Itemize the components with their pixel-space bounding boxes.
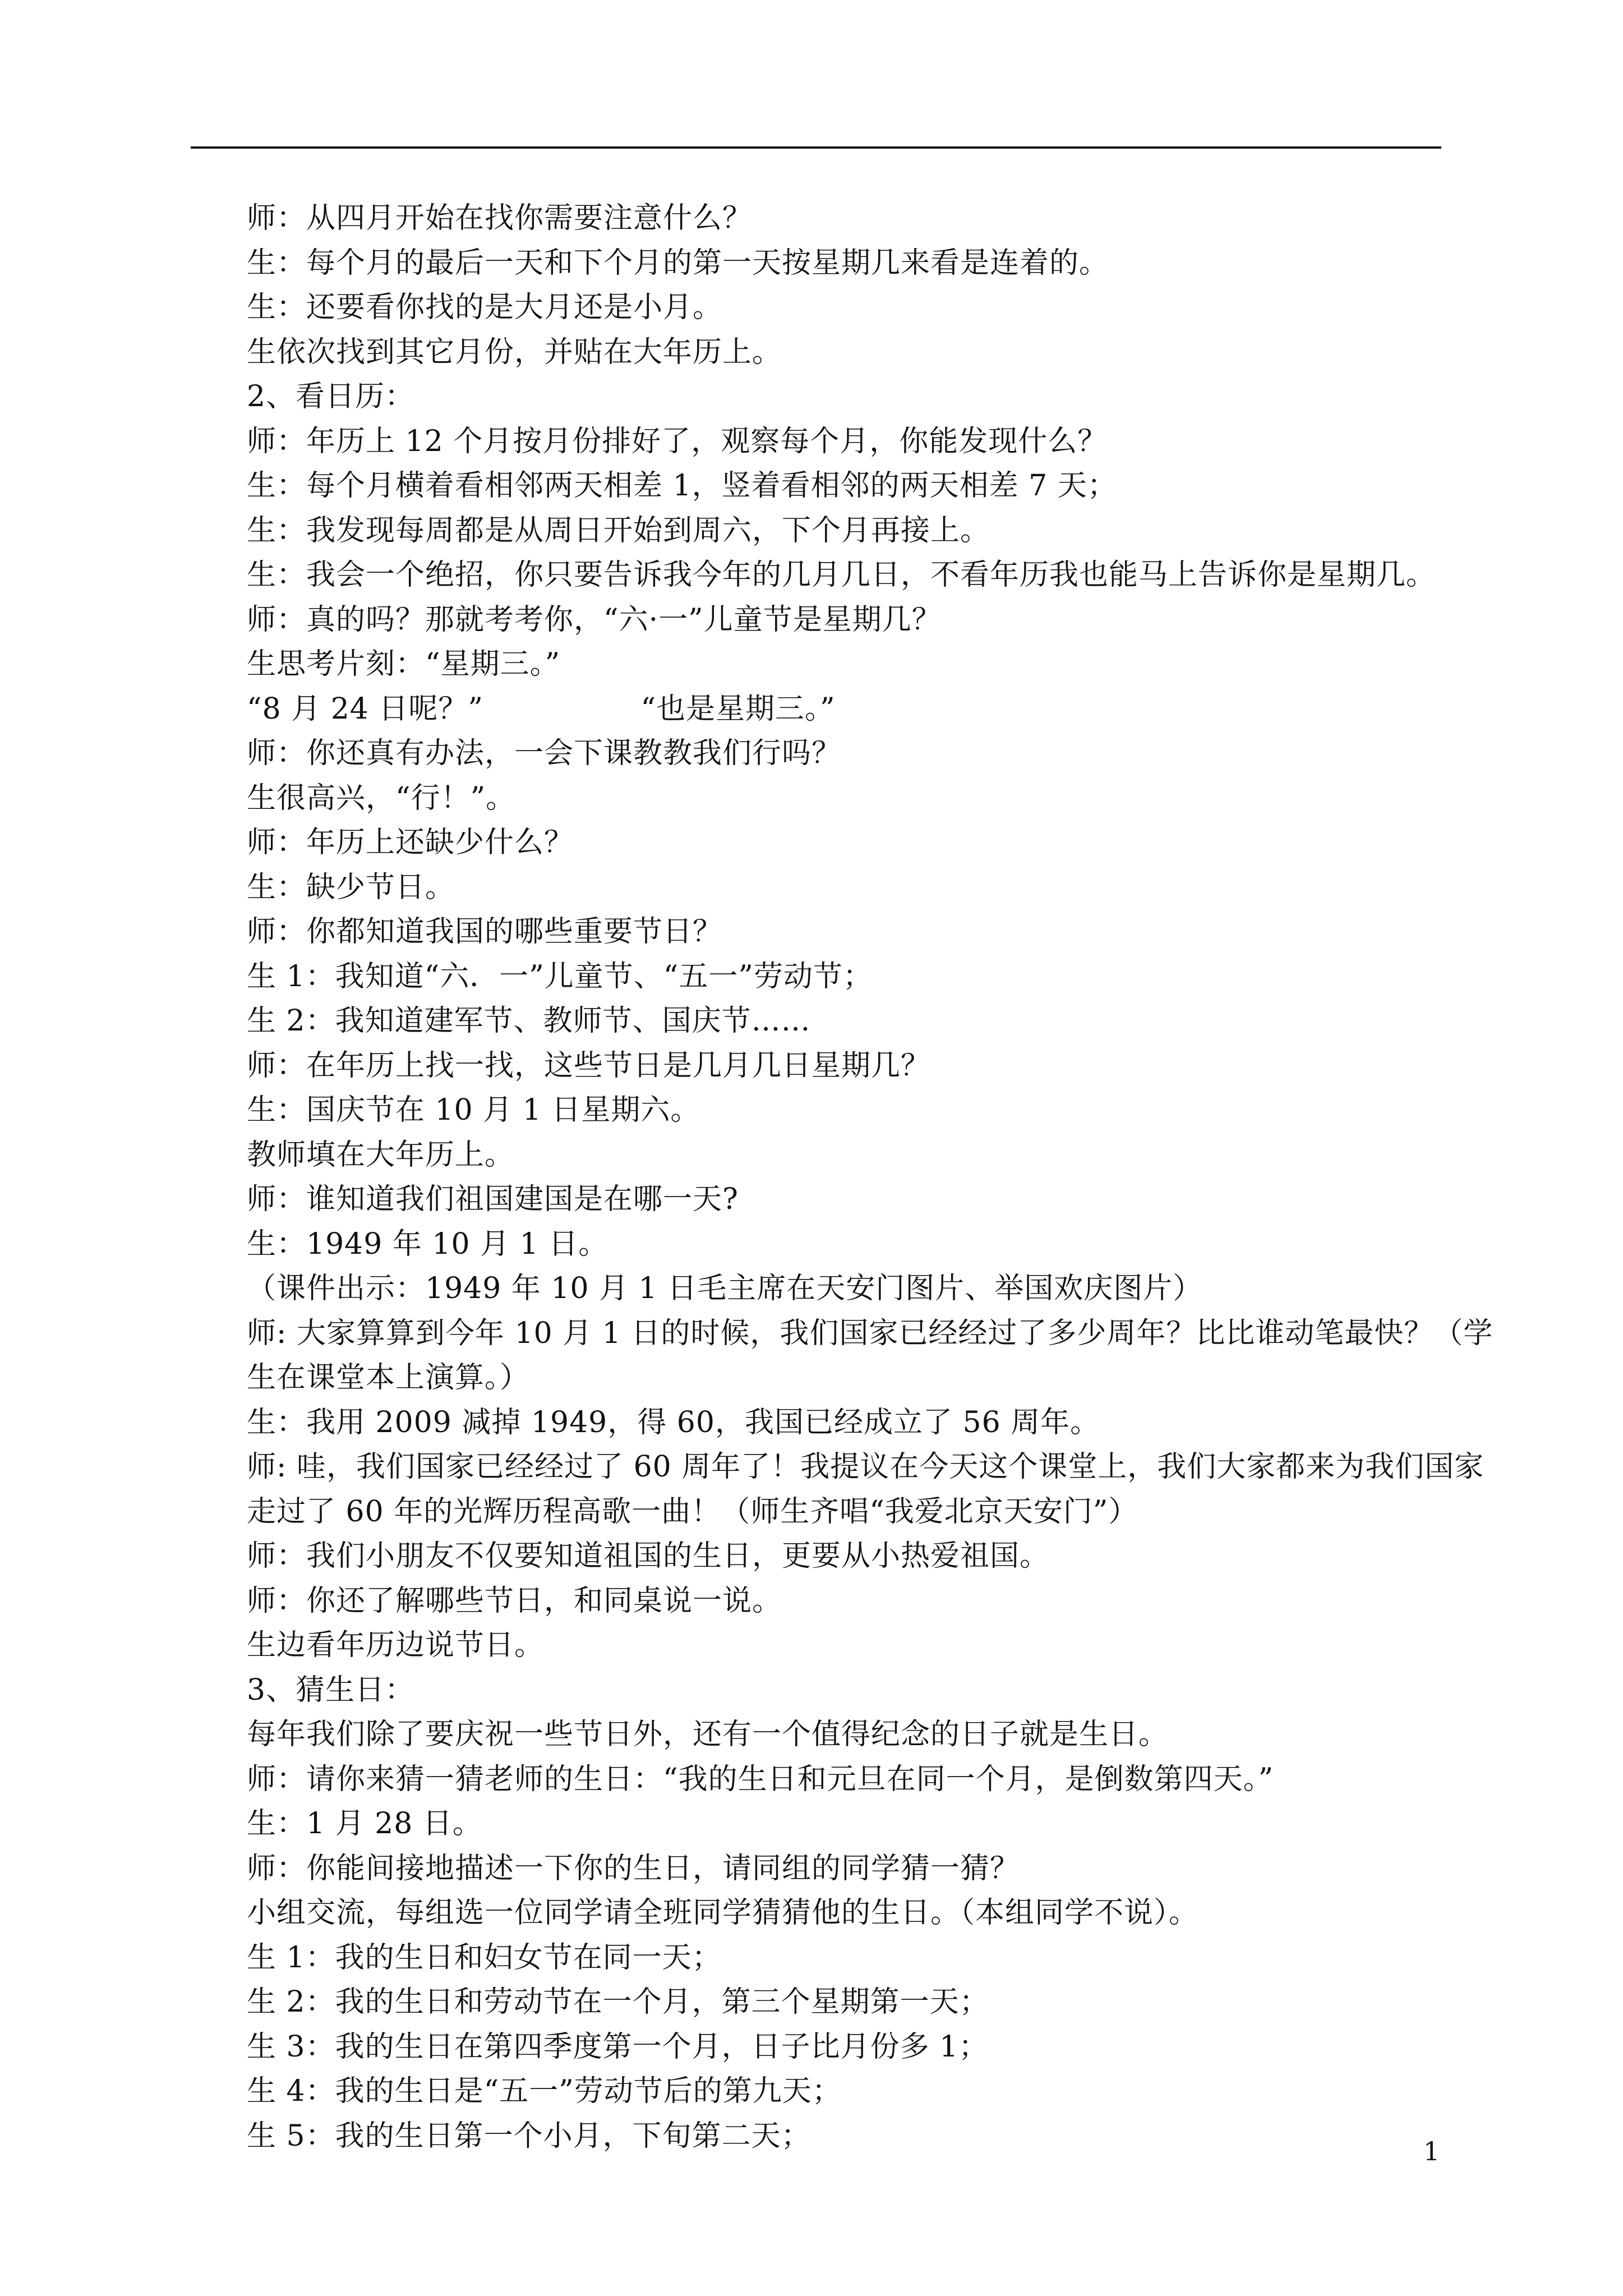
header-rule — [191, 146, 1441, 149]
text-line: 师：你还真有办法，一会下课教教我们行吗？ — [247, 737, 842, 770]
text-line: 师：请你来猜一猜老师的生日：“我的生日和元旦在同一个月，是倒数第四天。” — [247, 1762, 1274, 1796]
text-line: 师：从四月开始在找你需要注意什么？ — [247, 201, 753, 235]
text-line: 生：我会一个绝招，你只要告诉我今年的几月几日，不看年历我也能马上告诉你是星期几。 — [247, 558, 1436, 592]
text-line: 师：年历上 12 个月按月份排好了，观察每个月，你能发现什么？ — [247, 424, 1108, 458]
text-line: 生 5：我的生日第一个小月，下旬第二天； — [247, 2119, 811, 2153]
text-line: 生：1 月 28 日。 — [247, 1807, 482, 1841]
text-line: 师: 大家算算到今年 10 月 1 日的时候，我们国家已经经过了多少周年？比比谁动笔最快？（学 — [247, 1316, 1493, 1350]
text-line: 生：还要看你找的是大月还是小月。 — [247, 291, 723, 324]
text-line: 小组交流，每组选一位同学请全班同学猜猜他的生日。（本组同学不说）。 — [247, 1896, 1199, 1930]
text-line: 生 1：我的生日和妇女节在同一天； — [247, 1940, 722, 1975]
document-body — [247, 196, 1493, 2159]
text-line: 师：你都知道我国的哪些重要节日？ — [247, 915, 723, 949]
text-line: 生 2：我的生日和劳动节在一个月，第三个星期第一天； — [247, 1985, 989, 2019]
section-heading: 2、看日历： — [247, 380, 415, 413]
text-line: 生 3：我的生日在第四季度第一个月，日子比月份多 1； — [247, 2030, 989, 2064]
text-line: “8 月 24 日呢？” “也是星期三。” — [247, 692, 836, 726]
text-line: 生：每个月横着看相邻两天相差 1，竖着看相邻的两天相差 7 天； — [247, 469, 1117, 503]
text-line: 走过了 60 年的光辉历程高歌一曲！（师生齐唱“我爱北京天安门”） — [247, 1494, 1138, 1529]
text-line: 师：年历上还缺少什么？ — [247, 826, 574, 859]
text-line: 生：每个月的最后一天和下个月的第一天按星期几来看是连着的。 — [247, 246, 1109, 280]
text-line: 生思考片刻：“星期三。” — [247, 647, 561, 681]
text-line: 生 1：我知道“六．一”儿童节、“五一”劳动节； — [247, 959, 873, 993]
text-line: （课件出示：1949 年 10 月 1 日毛主席在天安门图片、举国欢庆图片） — [247, 1272, 1203, 1305]
text-line: 生依次找到其它月份，并贴在大年历上。 — [247, 335, 782, 369]
text-line: 生 4：我的生日是“五一”劳动节后的第九天； — [247, 2074, 842, 2108]
text-line: 师：你还了解哪些节日，和同桌说一说。 — [247, 1584, 782, 1618]
text-line: 教师填在大年历上。 — [247, 1138, 515, 1172]
section-heading: 3、猜生日： — [247, 1673, 415, 1707]
text-line: 生边看年历边说节日。 — [247, 1628, 545, 1662]
text-line: 生：我用 2009 减掉 1949，得 60，我国已经成立了 56 周年。 — [247, 1405, 1100, 1439]
text-line: 生：国庆节在 10 月 1 日星期六。 — [247, 1093, 700, 1127]
text-line: 生：1949 年 10 月 1 日。 — [247, 1227, 608, 1261]
text-line: 生在课堂本上演算。） — [247, 1361, 530, 1395]
text-line: 每年我们除了要庆祝一些节日外，还有一个值得纪念的日子就是生日。 — [247, 1718, 1169, 1751]
text-line: 生 2：我知道建军节、教师节、国庆节…… — [247, 1004, 811, 1038]
page-number: 1 — [1423, 2136, 1440, 2166]
text-line: 师：在年历上找一找，这些节日是几月几日星期几？ — [247, 1048, 931, 1083]
text-line: 生：缺少节日。 — [247, 870, 455, 904]
text-line: 生：我发现每周都是从周日开始到周六，下个月再接上。 — [247, 513, 990, 547]
text-line: 师：谁知道我们祖国建国是在哪一天? — [247, 1182, 739, 1216]
text-line: 师：你能间接地描述一下你的生日，请同组的同学猜一猜？ — [247, 1851, 1020, 1885]
text-line: 师: 哇，我们国家已经经过了 60 周年了！我提议在今天这个课堂上，我们大家都来为我们国家 — [247, 1450, 1484, 1484]
text-line: 师：我们小朋友不仅要知道祖国的生日，更要从小热爱祖国。 — [247, 1539, 1050, 1573]
text-line: 师：真的吗？那就考考你，“六·一”儿童节是星期几？ — [247, 602, 942, 637]
text-line: 生很高兴，“行！”。 — [247, 781, 516, 815]
